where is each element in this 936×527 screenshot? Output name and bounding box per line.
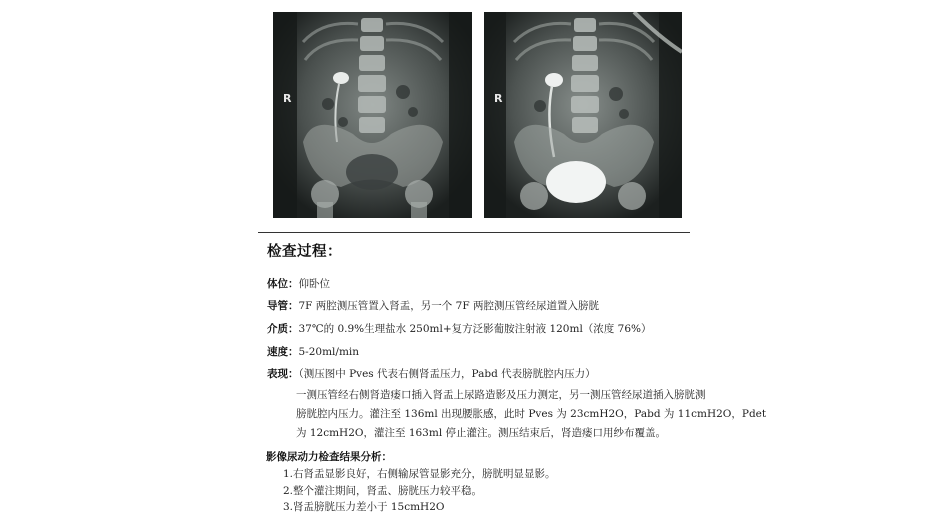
xray-image-left [273, 12, 472, 218]
field-catheter [267, 298, 599, 313]
analysis-item: 1.右肾盂显影良好，右侧输尿管显影充分，膀胱明显显影。 [283, 468, 556, 480]
description-line: 膀胱腔内压力。灌注至 136ml 出现腰胀感，此时 Pves 为 23cmH2O，Pabd 为 11cmH2O，Pdet [296, 408, 767, 420]
analysis-item: 3.肾盂膀胱压力差小于 15cmH2O [283, 501, 445, 513]
field-speed [267, 344, 359, 359]
xray-right-drawing [484, 12, 682, 218]
analysis-item: 2.整个灌注期间，肾盂、膀胱压力较平稳。 [283, 485, 483, 497]
field-value: 37℃的 0.9%生理盐水 250ml+复方泛影葡胺注射液 120ml（浓度 76%） [298, 323, 652, 335]
field-label: 体位： [267, 278, 299, 290]
description-line: 为 12cmH2O，灌注至 163ml 停止灌注。测压结束后，肾造瘘口用纱布覆盖。 [296, 427, 667, 439]
field-position [267, 276, 330, 291]
field-label: 介质： [267, 323, 299, 335]
description-paragraph [296, 386, 767, 443]
analysis-title: 影像尿动力检查结果分析： [266, 451, 392, 463]
field-label: 导管： [267, 300, 299, 312]
field-value: 7F 两腔测压管置入肾盂，另一个 7F 两腔测压管经尿道置入膀胱 [298, 300, 599, 312]
orientation-marker-left: R [283, 92, 292, 105]
field-medium [267, 321, 651, 336]
field-value: 仰卧位 [298, 278, 330, 290]
section-divider [258, 232, 690, 233]
field-value: （测压图中 Pves 代表右侧肾盂压力，Pabd 代表膀胱腔内压力） [298, 368, 596, 380]
section-title: 检查过程： [267, 244, 342, 260]
field-label: 速度： [267, 346, 299, 358]
field-value: 5-20ml/min [298, 346, 360, 358]
field-findings [267, 366, 596, 381]
orientation-marker-right: R [494, 92, 503, 105]
field-label: 表现： [267, 368, 299, 380]
xray-left-drawing [273, 12, 472, 218]
description-line: 一测压管经右侧肾造瘘口插入肾盂上尿路造影及压力测定，另一测压管经尿道插入膀胱测 [296, 389, 706, 401]
xray-image-right [484, 12, 682, 218]
